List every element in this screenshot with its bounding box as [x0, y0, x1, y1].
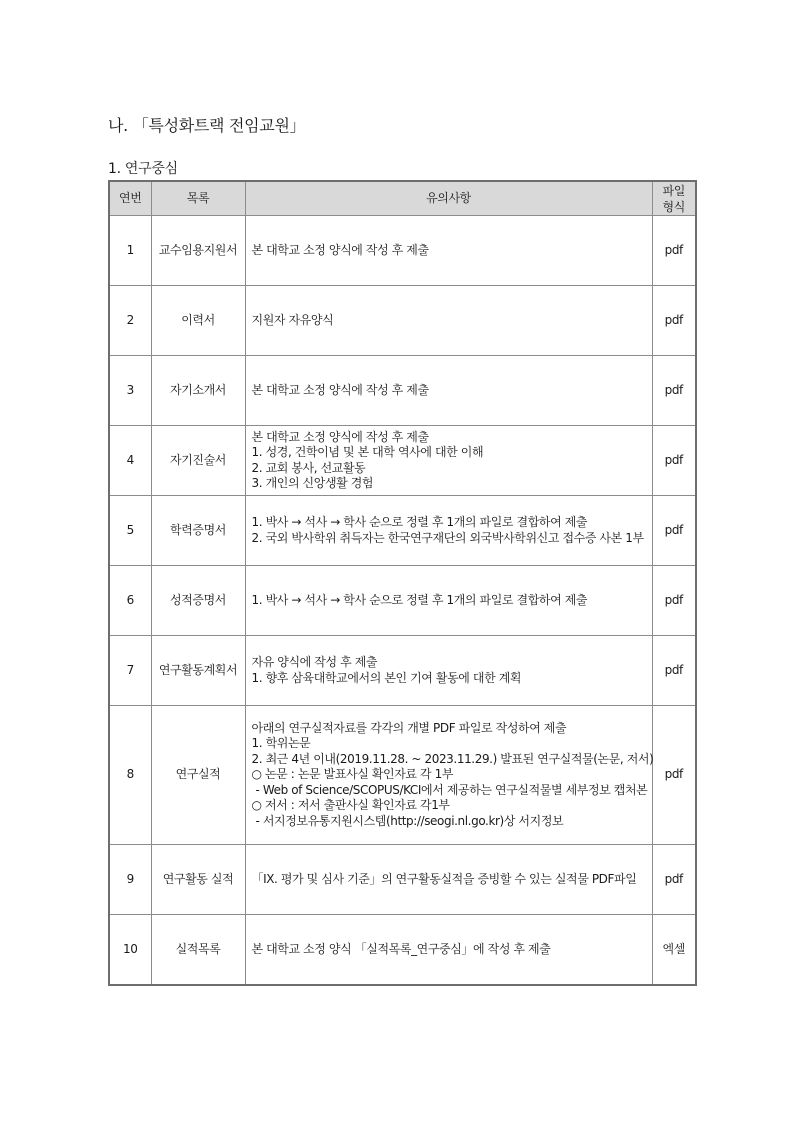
row-notes	[245, 356, 652, 426]
note-line: 1. 학위논문	[251, 736, 311, 751]
row-number: 1	[109, 216, 151, 286]
table-row	[109, 356, 696, 426]
table-body	[109, 216, 696, 985]
note-line: 2. 최근 4년 이내(2019.11.28. ~ 2023.11.29.) 발표된 연구실적물(논문, 저서)	[251, 751, 654, 766]
header-format	[652, 181, 696, 216]
table-row	[109, 915, 696, 985]
note-line: 본 대학교 소정 양식에 작성 후 제출	[251, 242, 429, 257]
row-format: pdf	[652, 636, 696, 706]
row-item: 연구실적	[151, 706, 245, 845]
row-item: 자기소개서	[151, 356, 245, 426]
row-notes	[245, 496, 652, 566]
table-row	[109, 566, 696, 636]
row-notes	[245, 216, 652, 286]
note-line: 본 대학교 소정 양식 「실적목록_연구중심」에 작성 후 제출	[251, 941, 551, 956]
row-number: 2	[109, 286, 151, 356]
row-number: 8	[109, 706, 151, 845]
row-notes	[245, 636, 652, 706]
note-line: 아래의 연구실적자료를 각각의 개별 PDF 파일로 작성하여 제출	[251, 720, 567, 735]
row-item: 자기진술서	[151, 426, 245, 496]
row-item: 이력서	[151, 286, 245, 356]
row-item: 연구활동 실적	[151, 845, 245, 915]
row-number: 6	[109, 566, 151, 636]
subsection-heading: 1. 연구중심	[108, 161, 178, 177]
row-number: 3	[109, 356, 151, 426]
row-format: pdf	[652, 706, 696, 845]
note-line: ○ 논문 : 논문 발표사실 확인자료 각 1부	[251, 767, 454, 782]
row-notes	[245, 915, 652, 985]
row-number: 10	[109, 915, 151, 985]
row-item: 연구활동계획서	[151, 636, 245, 706]
note-line: ○ 저서 : 저서 출판사실 확인자료 각1부	[251, 798, 450, 813]
row-format: pdf	[652, 356, 696, 426]
note-line: 1. 박사 → 석사 → 학사 순으로 정렬 후 1개의 파일로 결합하여 제출	[251, 592, 588, 607]
table-header-row	[109, 181, 696, 216]
note-line: 3. 개인의 신앙생활 경험	[251, 476, 374, 490]
table-row	[109, 216, 696, 286]
row-format: pdf	[652, 216, 696, 286]
note-line: - 서지정보유통지원시스템(http://seogi.nl.go.kr)상 서지정보	[255, 813, 564, 828]
table-row	[109, 286, 696, 356]
row-number: 9	[109, 845, 151, 915]
requirements-table	[108, 180, 697, 986]
row-notes	[245, 845, 652, 915]
header-item: 목록	[151, 181, 245, 216]
section-heading: 나. 「특성화트랙 전임교원」	[108, 116, 306, 135]
row-item: 교수임용지원서	[151, 216, 245, 286]
header-num: 연번	[109, 181, 151, 216]
note-line: - Web of Science/SCOPUS/KCI에서 제공하는 연구실적물별 세부정보 캡처본	[255, 782, 648, 797]
row-notes	[245, 566, 652, 636]
header-format-line1: 파일	[662, 183, 685, 198]
row-number: 5	[109, 496, 151, 566]
table-row	[109, 706, 696, 845]
note-line: 1. 성경, 건학이념 및 본 대학 역사에 대한 이해	[251, 445, 484, 459]
row-notes	[245, 426, 652, 496]
header-format-line2: 형식	[662, 199, 685, 214]
note-line: 본 대학교 소정 양식에 작성 후 제출	[251, 429, 429, 444]
row-format: 엑셀	[652, 915, 696, 985]
table-row	[109, 426, 696, 496]
table-row	[109, 496, 696, 566]
row-format: pdf	[652, 286, 696, 356]
row-notes	[245, 286, 652, 356]
row-notes	[245, 706, 652, 845]
note-line: 2. 교회 봉사, 선교활동	[251, 460, 366, 475]
note-line: 1. 향후 삼육대학교에서의 본인 기여 활동에 대한 계획	[251, 670, 522, 685]
row-number: 4	[109, 426, 151, 496]
note-line: 지원자 자유양식	[251, 312, 334, 327]
row-format: pdf	[652, 845, 696, 915]
row-item: 성적증명서	[151, 566, 245, 636]
note-line: 자유 양식에 작성 후 제출	[251, 655, 378, 669]
table-row	[109, 845, 696, 915]
table-row	[109, 636, 696, 706]
row-format: pdf	[652, 496, 696, 566]
note-line: 2. 국외 박사학위 취득자는 한국연구재단의 외국박사학위신고 접수증 사본 1부	[251, 530, 644, 545]
row-format: pdf	[652, 426, 696, 496]
note-line: 「IX. 평가 및 심사 기준」의 연구활동실적을 증빙할 수 있는 실적물 PDF파일	[251, 871, 637, 886]
row-item: 학력증명서	[151, 496, 245, 566]
row-number: 7	[109, 636, 151, 706]
note-line: 1. 박사 → 석사 → 학사 순으로 정렬 후 1개의 파일로 결합하여 제출	[251, 515, 588, 529]
header-notes: 유의사항	[245, 181, 652, 216]
note-line: 본 대학교 소정 양식에 작성 후 제출	[251, 382, 429, 397]
row-item: 실적목록	[151, 915, 245, 985]
row-format: pdf	[652, 566, 696, 636]
